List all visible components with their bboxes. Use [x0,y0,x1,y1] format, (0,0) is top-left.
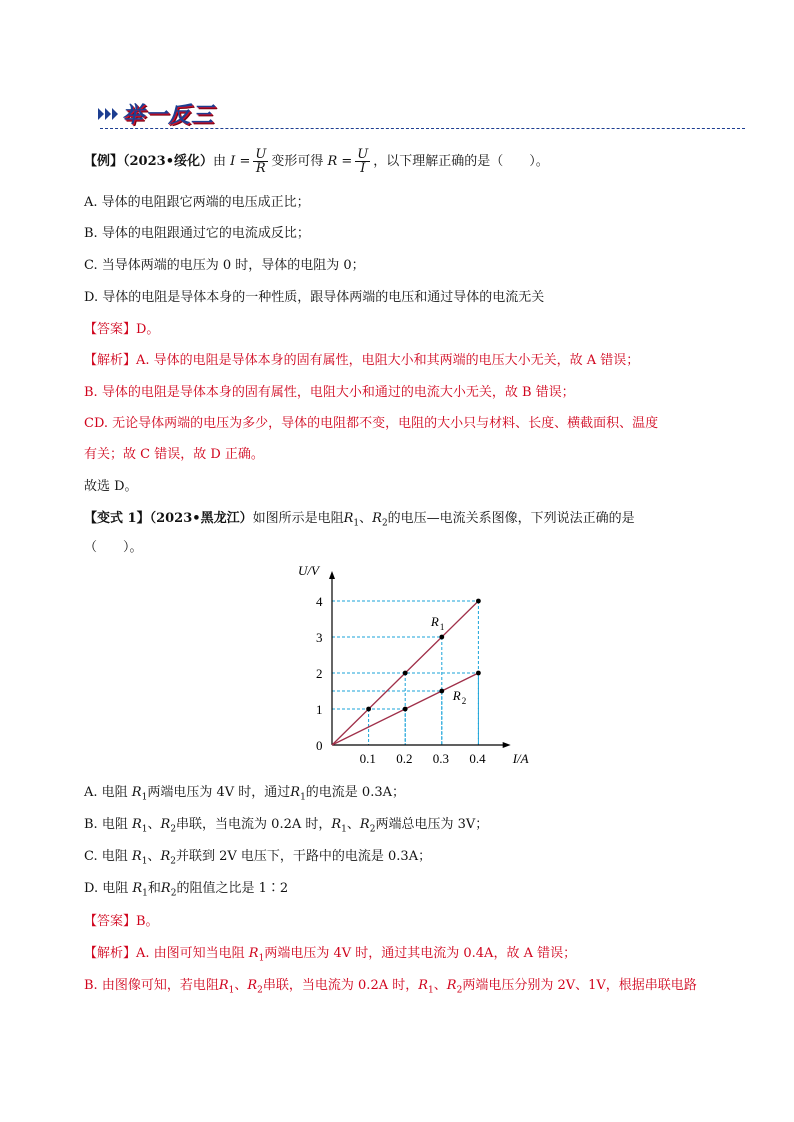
series-label-r1: R [430,614,439,630]
variant-analysis-a: 【解析】A. 由图可知当电阻 $R_1$两端电压为 4V 时，通过其电流为 0.4A，故 A 错误； [84,946,577,964]
example-analysis-cd: CD. 无论导体两端的电压为多少，导体的电阻都不变，电阻的大小只与材料、长度、横截面积、温度 [84,416,659,431]
variant-answer: 【答案】B。 [84,914,159,929]
example-option-c: C. 当导体两端的电压为 0 时，导体的电阻为 0； [84,258,365,273]
series-label-r2: R [452,688,461,703]
variant-option-c: C. 电阻 $R_1$、$R_2$并联到 2V 电压下，干路中的电流是 0.3A； [84,849,432,867]
y-tick-label: 2 [316,666,323,681]
x-axis-arrow-icon [503,742,511,748]
y-tick-label: 3 [316,630,323,645]
example-option-a: A. 导体的电阻跟它两端的电压成正比； [84,195,310,210]
x-tick-label: 0.1 [359,751,376,766]
variant-question-cont: （ ）。 [84,540,143,555]
section-divider [100,128,745,129]
formula-u-over-r: $\frac{U}{R}$ [255,147,267,176]
series-label-sub-r2: 2 [461,696,467,706]
data-point-r1 [476,599,481,604]
y-tick-label: 1 [316,702,323,717]
data-point-r2 [476,671,481,676]
example-answer: 【答案】D。 [84,322,160,337]
series-label-sub-r1: 1 [439,622,445,633]
variant-option-b: B. 电阻 $R_1$、$R_2$串联，当电流为 0.2A 时，$R_1$、$R_2$两端总电压为 3V； [84,817,489,835]
data-point-r2 [439,689,444,694]
example-option-d: D. 导体的电阻是导体本身的一种性质，跟导体两端的电压和通过导体的电流无关 [84,290,545,305]
x-axis-label: I/A [512,751,529,766]
data-point-r1 [403,671,408,676]
x-tick-label: 0.3 [432,751,450,766]
example-question: 【例】（2023•绥化）由 I = $\frac{U}{R}$ 变形可得 R = $\frac{U}{I}$ ，以下理解正确的是（ ）。 [84,147,549,176]
example-analysis-cd-cont: 有关；故 C 错误，故 D 正确。 [84,447,264,462]
section-banner: 举一反三 [122,103,215,128]
formula-u-over-i: $\frac{U}{I}$ [357,147,369,176]
example-conclusion: 故选 D。 [84,479,138,494]
y-axis-arrow-icon [329,571,335,579]
example-analysis-a: 【解析】A. 导体的电阻是导体本身的固有属性，电阻大小和其两端的电压大小无关，故 A 错误； [84,353,640,368]
u-i-chart [290,560,530,770]
y-tick-label: 4 [316,594,323,609]
data-point-r1 [439,635,444,640]
variant-option-d: D. 电阻 $R_1$和$R_2$的阻值之比是 1∶2 [84,881,289,899]
example-option-b: B. 导体的电阻跟通过它的电流成反比； [84,226,310,241]
x-tick-label: 0.4 [469,751,486,766]
y-axis-label: U/V [298,563,319,578]
data-point-r1 [366,707,371,712]
variant-analysis-b: B. 由图像可知，若电阻$R_1$、$R_2$串联，当电流为 0.2A 时，$R_1$、$R_2$两端电压分别为 2V、1V，根据串联电路 [84,978,697,996]
data-point-r2 [403,707,408,712]
variant-option-a: A. 电阻 $R_1$两端电压为 4V 时，通过$R_1$的电流是 0.3A； [84,785,405,803]
x-tick-label: 0.2 [396,751,413,766]
origin-label: 0 [316,738,323,753]
example-analysis-b: B. 导体的电阻是导体本身的固有属性，电阻大小和通过的电流大小无关，故 B 错误； [84,385,575,400]
variant-question: 【变式 1】（2023•黑龙江）如图所示是电阻$R_1$、$R_2$的电压—电流关系图像，下列说法正确的是 [84,511,635,529]
banner-arrows-icon [98,104,124,124]
